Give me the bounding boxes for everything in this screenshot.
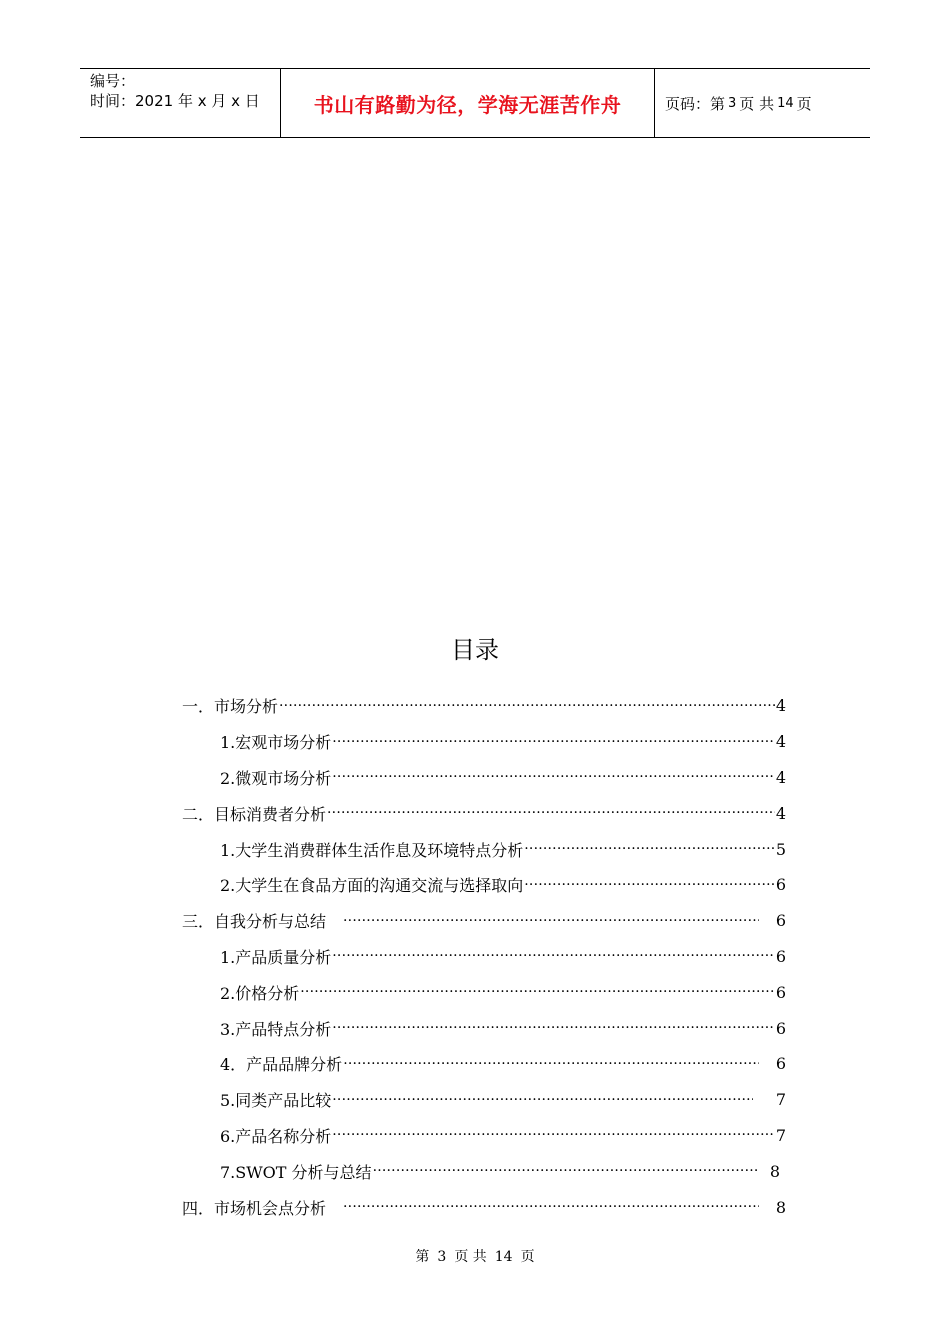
toc-leader xyxy=(343,913,759,929)
toc-leader xyxy=(524,877,775,893)
toc-entry-label: 2.大学生在食品方面的沟通交流与选择取向 xyxy=(220,876,524,896)
toc-entry-label: 5.同类产品比较 xyxy=(220,1091,332,1111)
toc-entry[interactable] xyxy=(182,795,786,831)
toc-entry-page: 5 xyxy=(775,839,786,859)
page-mid: 页 共 xyxy=(739,94,775,113)
toc-entry-page: 8 xyxy=(775,1197,786,1217)
toc-entry-label: 6.产品名称分析 xyxy=(220,1126,332,1146)
toc-entry-label: 2.微观市场分析 xyxy=(220,768,332,788)
toc-entry-page: 6 xyxy=(775,1054,786,1074)
toc-entry-label: 3.产品特点分析 xyxy=(220,1019,332,1039)
toc-entry[interactable] xyxy=(182,724,786,760)
toc-entry-page: 4 xyxy=(775,732,786,752)
footer-current-page: 3 xyxy=(437,1249,447,1265)
toc-entry-page: 7 xyxy=(775,1090,786,1110)
toc-leader xyxy=(332,769,775,785)
toc-entry[interactable] xyxy=(182,1010,786,1046)
toc-entry-label: 4．产品品牌分析 xyxy=(220,1055,343,1075)
header-page-info xyxy=(655,69,870,137)
toc-entry[interactable] xyxy=(182,903,786,939)
toc-entry-page: 4 xyxy=(775,803,786,823)
footer-suffix: 页 xyxy=(520,1249,535,1265)
page-header xyxy=(80,68,870,138)
toc-leader xyxy=(332,1127,775,1143)
toc-entry-label: 四．市场机会点分析 xyxy=(182,1198,327,1218)
toc-entry[interactable] xyxy=(182,831,786,867)
toc-entry-label: 三．自我分析与总结 xyxy=(182,912,327,932)
toc-leader xyxy=(332,948,775,964)
header-motto: 书山有路勤为径，学海无涯苦作舟 xyxy=(281,69,655,137)
toc-entry-label: 7.SWOT 分析与总结 xyxy=(220,1162,372,1182)
page-suffix: 页 xyxy=(796,94,812,113)
toc-entry[interactable] xyxy=(182,867,786,903)
page-current: 3 xyxy=(728,95,737,111)
toc-entry-page: 6 xyxy=(775,946,786,966)
toc-leader xyxy=(279,698,775,714)
toc-entry[interactable] xyxy=(182,1118,786,1154)
page-total: 14 xyxy=(777,95,794,111)
page-footer xyxy=(0,1246,950,1266)
toc-entry-page: 6 xyxy=(775,1018,786,1038)
toc-entry-page: 7 xyxy=(775,1125,786,1145)
toc-leader xyxy=(343,1199,759,1215)
toc-entry-label: 2.价格分析 xyxy=(220,983,300,1003)
toc-entry-page: 8 xyxy=(769,1161,780,1181)
toc-entry-label: 1.宏观市场分析 xyxy=(220,733,332,753)
toc-leader xyxy=(332,1092,753,1108)
toc-entry[interactable] xyxy=(182,939,786,975)
toc-entry-label: 1.大学生消费群体生活作息及环境特点分析 xyxy=(220,840,524,860)
toc-entry[interactable] xyxy=(182,688,786,724)
toc-entry-label: 一．市场分析 xyxy=(182,697,279,717)
toc-entry[interactable] xyxy=(182,1189,786,1225)
toc-leader xyxy=(373,1163,757,1179)
toc-title: 目录 xyxy=(451,636,499,664)
footer-mid: 页 共 xyxy=(454,1249,487,1265)
document-number-label: 编号： xyxy=(90,72,136,90)
footer-total-pages: 14 xyxy=(494,1249,513,1265)
toc-entry[interactable] xyxy=(182,974,786,1010)
toc-entry-page: 6 xyxy=(775,911,786,931)
toc-leader xyxy=(332,734,775,750)
toc-entry[interactable] xyxy=(182,1082,786,1118)
header-meta xyxy=(80,69,281,137)
toc-entry-page: 6 xyxy=(775,875,786,895)
toc-entry-page: 4 xyxy=(775,696,786,716)
table-of-contents xyxy=(182,688,786,1225)
toc-entry-label: 二．目标消费者分析 xyxy=(182,804,327,824)
footer-prefix: 第 xyxy=(415,1249,430,1265)
toc-leader xyxy=(300,984,775,1000)
document-date: 时间：2021 年 x 月 x 日 xyxy=(90,92,260,110)
toc-entry[interactable] xyxy=(182,760,786,796)
toc-entry[interactable] xyxy=(182,1046,786,1082)
toc-leader xyxy=(524,841,775,857)
toc-entry-page: 4 xyxy=(775,767,786,787)
toc-entry-label: 1.产品质量分析 xyxy=(220,947,332,967)
toc-leader xyxy=(332,1020,775,1036)
toc-leader xyxy=(343,1056,759,1072)
toc-leader xyxy=(327,805,775,821)
page-prefix: 页码：第 xyxy=(665,94,726,113)
toc-entry[interactable] xyxy=(182,1153,786,1189)
toc-entry-page: 6 xyxy=(775,982,786,1002)
